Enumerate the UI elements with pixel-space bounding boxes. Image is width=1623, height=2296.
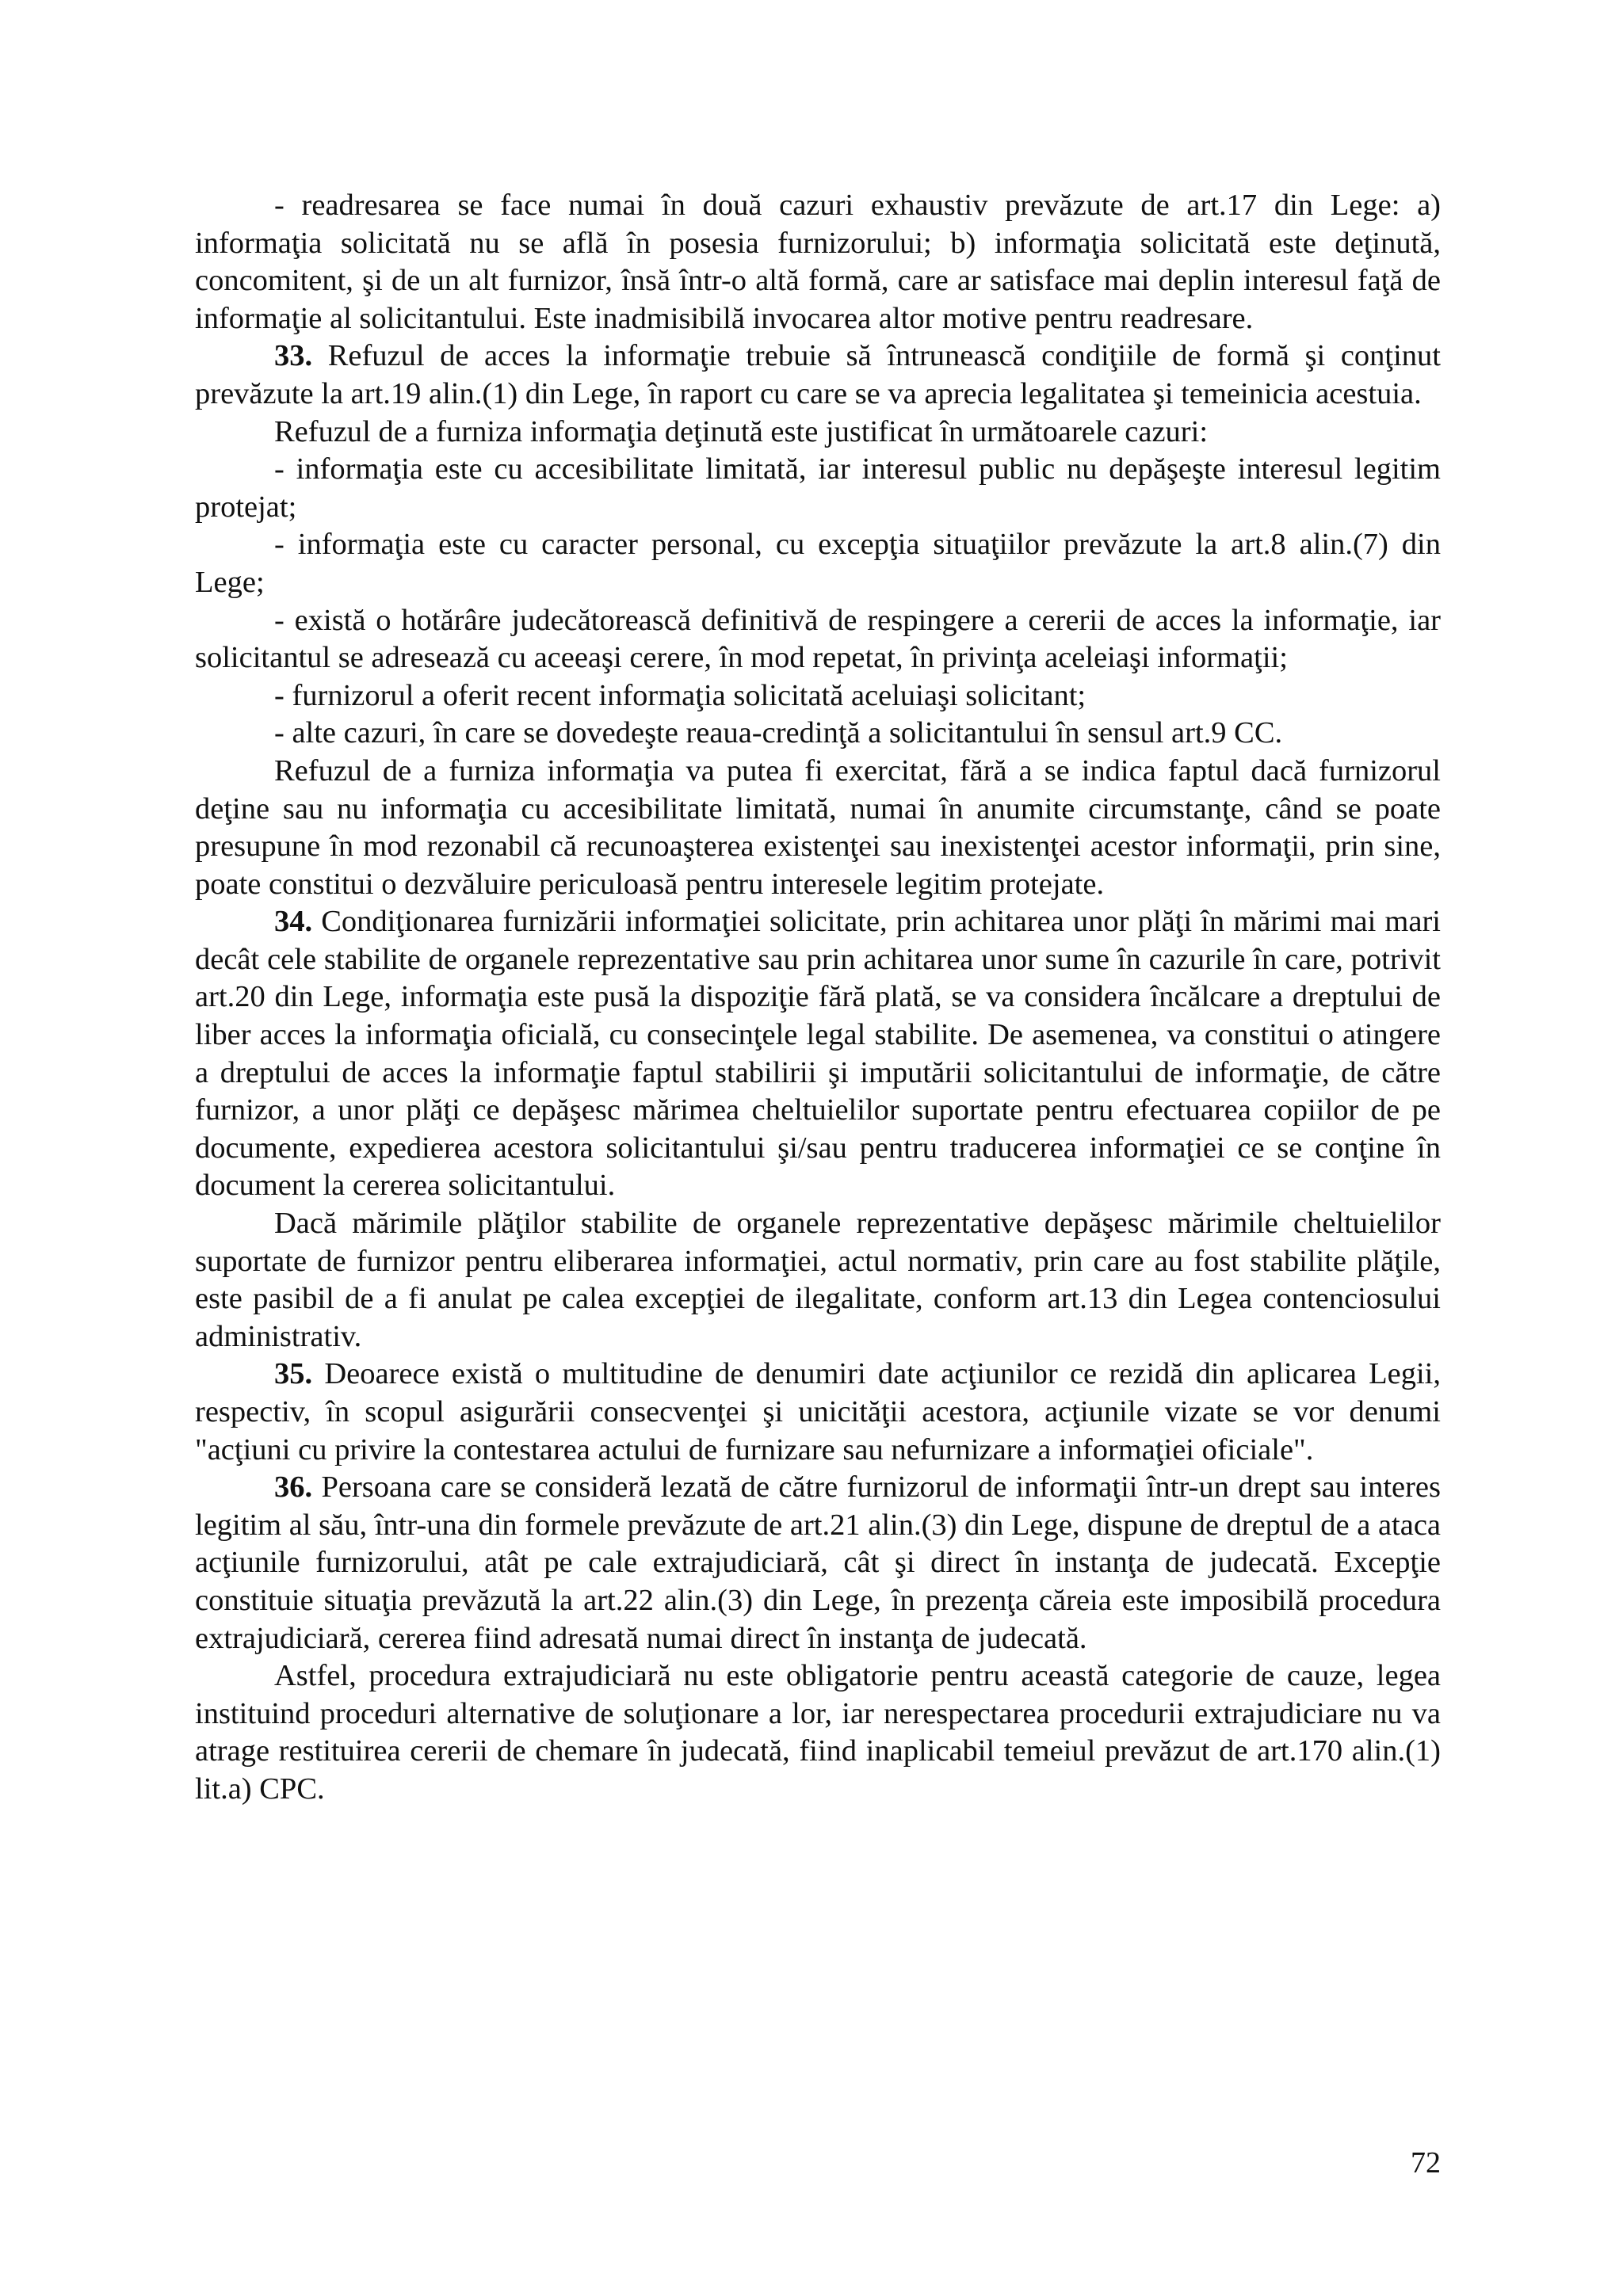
paragraph [195, 526, 1441, 601]
paragraph-text: Refuzul de a furniza informaţia deţinută este justificat în următoarele cazuri: [274, 414, 1209, 448]
paragraph-number: 35. [274, 1357, 313, 1391]
paragraph [195, 677, 1441, 715]
paragraph-text: Deoarece există o multitudine de denumiri date acţiunilor ce rezidă din aplicarea Legii, respectiv, în scopul asigurării consecvenţei şi unicităţii acestora, acţiunile vizate se vor denumi "acţiuni cu privire la contestarea actului de furnizare sau nefurnizare a informaţiei oficiale". [195, 1357, 1441, 1466]
paragraph [195, 602, 1441, 677]
paragraph-text: - readresarea se face numai în două cazuri exhaustiv prevăzute de art.17 din Lege: a) informaţia solicitată nu se află în posesia furnizorului; b) informaţia solicitată este deţinută, concomitent, şi de un alt furnizor, însă într-o altă formă, care ar satisface mai deplin interesul faţă de informaţie al solicitantului. Este inadmisibilă invocarea altor motive pentru readresare. [195, 189, 1441, 335]
paragraph [195, 753, 1441, 903]
paragraph-text: Persoana care se consideră lezată de către furnizorul de informaţii într-un drept sau interes legitim al său, într-una din formele prevăzute de art.21 alin.(3) din Lege, dispune de dreptul de a ataca acţiunile furnizorului, atât pe cale extrajudiciară, cât şi direct în instanţa de judecată. Excepţie constituie situaţia prevăzută la art.22 alin.(3) din Lege, în prezenţa căreia este imposibilă procedura extrajudiciară, cererea fiind adresată numai direct în instanţa de judecată. [195, 1470, 1441, 1655]
paragraph [195, 903, 1441, 1205]
paragraph [195, 414, 1441, 452]
paragraph [195, 1469, 1441, 1657]
paragraph-text: Condiţionarea furnizării informaţiei solicitate, prin achitarea unor plăţi în mărimi mai mari decât cele stabilite de organele reprezentative sau prin achitarea unor sume în cazurile în care, potrivit art.20 din Lege, informaţia este pusă la dispoziţie fără plată, se va considera încălcare a dreptului de liber acces la informaţia oficială, cu consecinţele legal stabilite. De asemenea, va constitui o atingere a dreptului de acces la informaţie faptul stabilirii şi imputării solicitantului de informaţie, de către furnizor, a unor plăţi ce depăşesc mărimea cheltuielilor suportate pentru efectuarea copiilor de pe documente, expedierea acestora solicitantului şi/sau pentru traducerea informaţiei ce se conţine în document la cererea solicitantului. [195, 905, 1441, 1203]
paragraph [195, 1356, 1441, 1469]
paragraph [195, 1205, 1441, 1356]
paragraph-text: - există o hotărâre judecătorească definitivă de respingere a cererii de acces la informaţie, iar solicitantul se adresează cu aceeaşi cerere, în mod repetat, în privinţa aceleiaşi informaţii; [195, 603, 1441, 675]
paragraph-text: - alte cazuri, în care se dovedeşte reaua-credinţă a solicitantului în sensul art.9 CC. [274, 716, 1283, 750]
document-body [195, 187, 1441, 1809]
paragraph-number: 33. [274, 339, 313, 373]
paragraph [195, 1657, 1441, 1808]
paragraph-text: Dacă mărimile plăţilor stabilite de organele reprezentative depăşesc mărimile cheltuielilor suportate de furnizor pentru eliberarea informaţiei, actul normativ, prin care au fost stabilite plăţile, este pasibil de a fi anulat pe calea excepţiei de ilegalitate, conform art.13 din Legea contenciosului administrativ. [195, 1207, 1441, 1353]
paragraph-text: - furnizorul a oferit recent informaţia solicitată aceluiaşi solicitant; [274, 678, 1086, 712]
page-number: 72 [1411, 2146, 1441, 2180]
paragraph-text: - informaţia este cu caracter personal, cu excepţia situaţiilor prevăzute la art.8 alin.(7) din Lege; [195, 528, 1441, 599]
paragraph [195, 715, 1441, 753]
paragraph-text: Refuzul de acces la informaţie trebuie să întrunească condiţiile de formă şi conţinut prevăzute la art.19 alin.(1) din Lege, în raport cu care se va aprecia legalitatea şi temeinicia acestuia. [195, 339, 1441, 410]
paragraph-text: - informaţia este cu accesibilitate limitată, iar interesul public nu depăşeşte interesul legitim protejat; [195, 452, 1441, 524]
paragraph [195, 338, 1441, 413]
paragraph-number: 34. [274, 905, 313, 939]
paragraph-text: Refuzul de a furniza informaţia va putea fi exercitat, fără a se indica faptul dacă furnizorul deţine sau nu informaţia cu accesibilitate limitată, numai în anumite circumstanţe, când se poate presupune în mod rezonabil că recunoaşterea existenţei sau inexistenţei acestor informaţii, prin sine, poate constitui o dezvăluire periculoasă pentru interesele legitim protejate. [195, 753, 1441, 901]
paragraph [195, 451, 1441, 526]
paragraph-text: Astfel, procedura extrajudiciară nu este obligatorie pentru această categorie de cauze, legea instituind proceduri alternative de soluţionare a lor, iar nerespectarea procedurii extrajudiciare nu va atrage restituirea cererii de chemare în judecată, fiind inaplicabil temeiul prevăzut de art.170 alin.(1) lit.a) CPC. [195, 1659, 1441, 1806]
paragraph-number: 36. [274, 1470, 313, 1505]
paragraph [195, 187, 1441, 338]
